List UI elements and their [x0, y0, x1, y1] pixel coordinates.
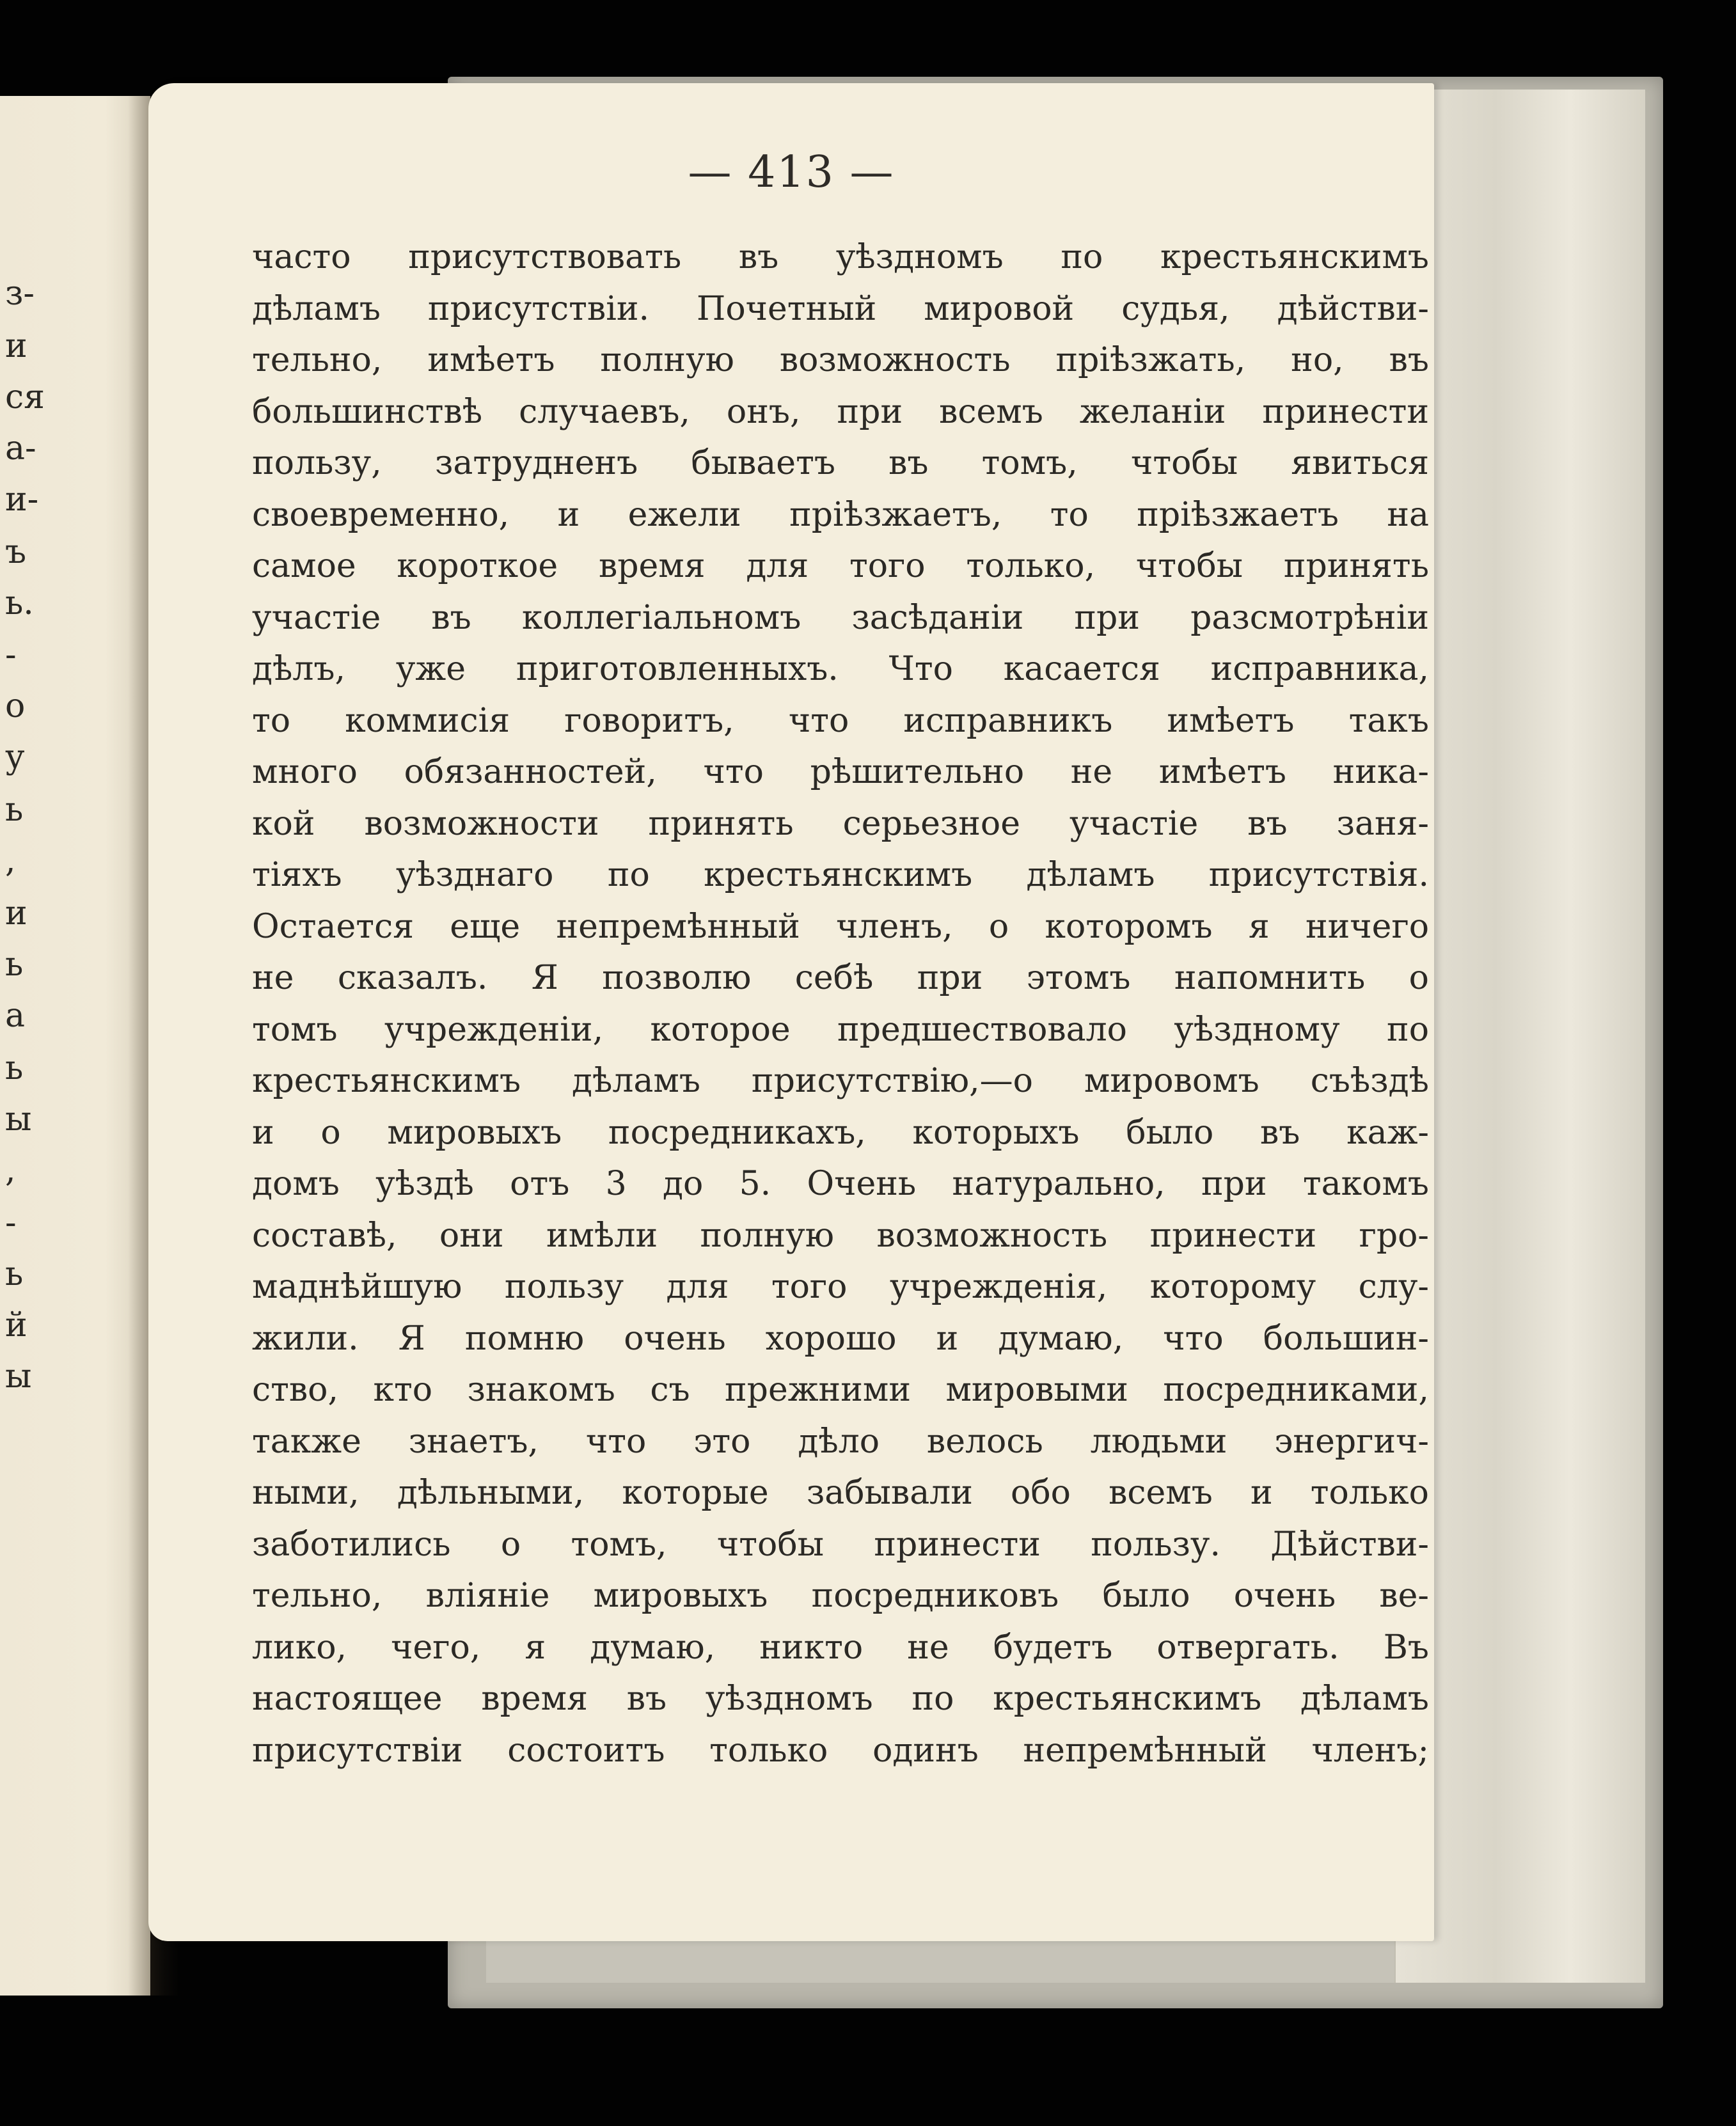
- left-page-fragment: ь: [5, 1255, 24, 1293]
- left-page-fragment: и: [5, 894, 28, 933]
- text-line: жили. Я помню очень хорошо и думаю, что большин-: [252, 1319, 1429, 1358]
- text-line: крестьянскимъ дѣламъ присутствію,—о мировомъ съѣздѣ: [252, 1062, 1429, 1100]
- left-page-fragment: у: [5, 738, 25, 776]
- text-line: ство, кто знакомъ съ прежними мировыми посредниками,: [252, 1371, 1429, 1409]
- text-line: кой возможности принять серьезное участіе въ заня-: [252, 804, 1429, 843]
- text-line: лико, чего, я думаю, никто не будетъ отвергать. Въ: [252, 1628, 1429, 1667]
- left-page-fragment: ь: [5, 945, 24, 984]
- left-page-fragment: о: [5, 687, 26, 725]
- text-line: и о мировыхъ посредникахъ, которыхъ было въ каж-: [252, 1113, 1429, 1152]
- text-line: много обязанностей, что рѣшительно не имѣетъ ника-: [252, 753, 1429, 791]
- page-body-text: [252, 232, 1442, 1776]
- text-line: не сказалъ. Я позволю себѣ при этомъ напомнить о: [252, 959, 1429, 997]
- text-line: дѣламъ присутствіи. Почетный мировой судья, дѣйстви-: [252, 289, 1429, 328]
- text-line: дѣлъ, уже приготовленныхъ. Что касается исправника,: [252, 650, 1429, 688]
- text-line: то коммисія говоритъ, что исправникъ имѣетъ такъ: [252, 701, 1429, 740]
- book-page: [148, 83, 1434, 1941]
- text-line: составѣ, они имѣли полную возможность принести гро-: [252, 1216, 1429, 1255]
- text-line: томъ учрежденіи, которое предшествовало уѣздному по: [252, 1010, 1429, 1049]
- left-page-fragment: з-: [5, 274, 35, 313]
- page-number: — 413 —: [688, 147, 895, 198]
- text-line: самое короткое время для того только, чтобы принять: [252, 547, 1429, 585]
- left-page-fragment: й: [5, 1306, 28, 1344]
- left-page-fragment: ь.: [5, 584, 34, 622]
- left-page-fragment: ы: [5, 1357, 32, 1396]
- left-page-fragment: и-: [5, 480, 39, 519]
- left-page-fragment: ся: [5, 378, 45, 416]
- text-line: часто присутствовать въ уѣздномъ по крестьянскимъ: [252, 238, 1429, 276]
- left-page-fragment: а: [5, 996, 26, 1035]
- text-line: своевременно, и ежели пріѣзжаетъ, то пріѣзжаетъ на: [252, 495, 1429, 534]
- text-line: Остается еще непремѣнный членъ, о которомъ я ничего: [252, 907, 1429, 946]
- left-page-fragment: ы: [5, 1100, 32, 1138]
- left-page-fragment: ь: [5, 1049, 24, 1087]
- text-line: участіе въ коллегіальномъ засѣданіи при разсмотрѣніи: [252, 598, 1429, 637]
- text-line: тельно, имѣетъ полную возможность пріѣзжать, но, въ: [252, 341, 1429, 379]
- text-line: присутствіи состоитъ только одинъ непремѣнный членъ;: [252, 1731, 1429, 1770]
- text-line: тіяхъ уѣзднаго по крестьянскимъ дѣламъ присутствія.: [252, 856, 1429, 894]
- left-page-fragment: -: [5, 636, 17, 674]
- text-line: пользу, затрудненъ бываетъ въ томъ, чтобы явиться: [252, 444, 1429, 482]
- text-line: настоящее время въ уѣздномъ по крестьянскимъ дѣламъ: [252, 1680, 1429, 1718]
- left-page-fragment: ,: [5, 1151, 16, 1190]
- text-line: также знаетъ, что это дѣло велось людьми энергич-: [252, 1422, 1429, 1461]
- text-line: большинствѣ случаевъ, онъ, при всемъ желаніи принести: [252, 392, 1429, 431]
- left-page-fragment: ъ: [5, 533, 27, 571]
- text-line: заботились о томъ, чтобы принести пользу. Дѣйстви-: [252, 1525, 1429, 1564]
- left-page-fragment: ь: [5, 791, 24, 829]
- left-page-fragment: -: [5, 1204, 17, 1242]
- left-page-fragment: а-: [5, 429, 36, 468]
- left-page-fragment: и: [5, 327, 28, 365]
- text-line: домъ уѣздѣ отъ 3 до 5. Очень натурально, при такомъ: [252, 1165, 1429, 1203]
- left-page-fragment: ,: [5, 842, 16, 880]
- text-line: ными, дѣльными, которые забывали обо всемъ и только: [252, 1474, 1429, 1512]
- text-line: маднѣйшую пользу для того учрежденія, которому слу-: [252, 1268, 1429, 1306]
- text-line: тельно, вліяніе мировыхъ посредниковъ было очень ве-: [252, 1577, 1429, 1615]
